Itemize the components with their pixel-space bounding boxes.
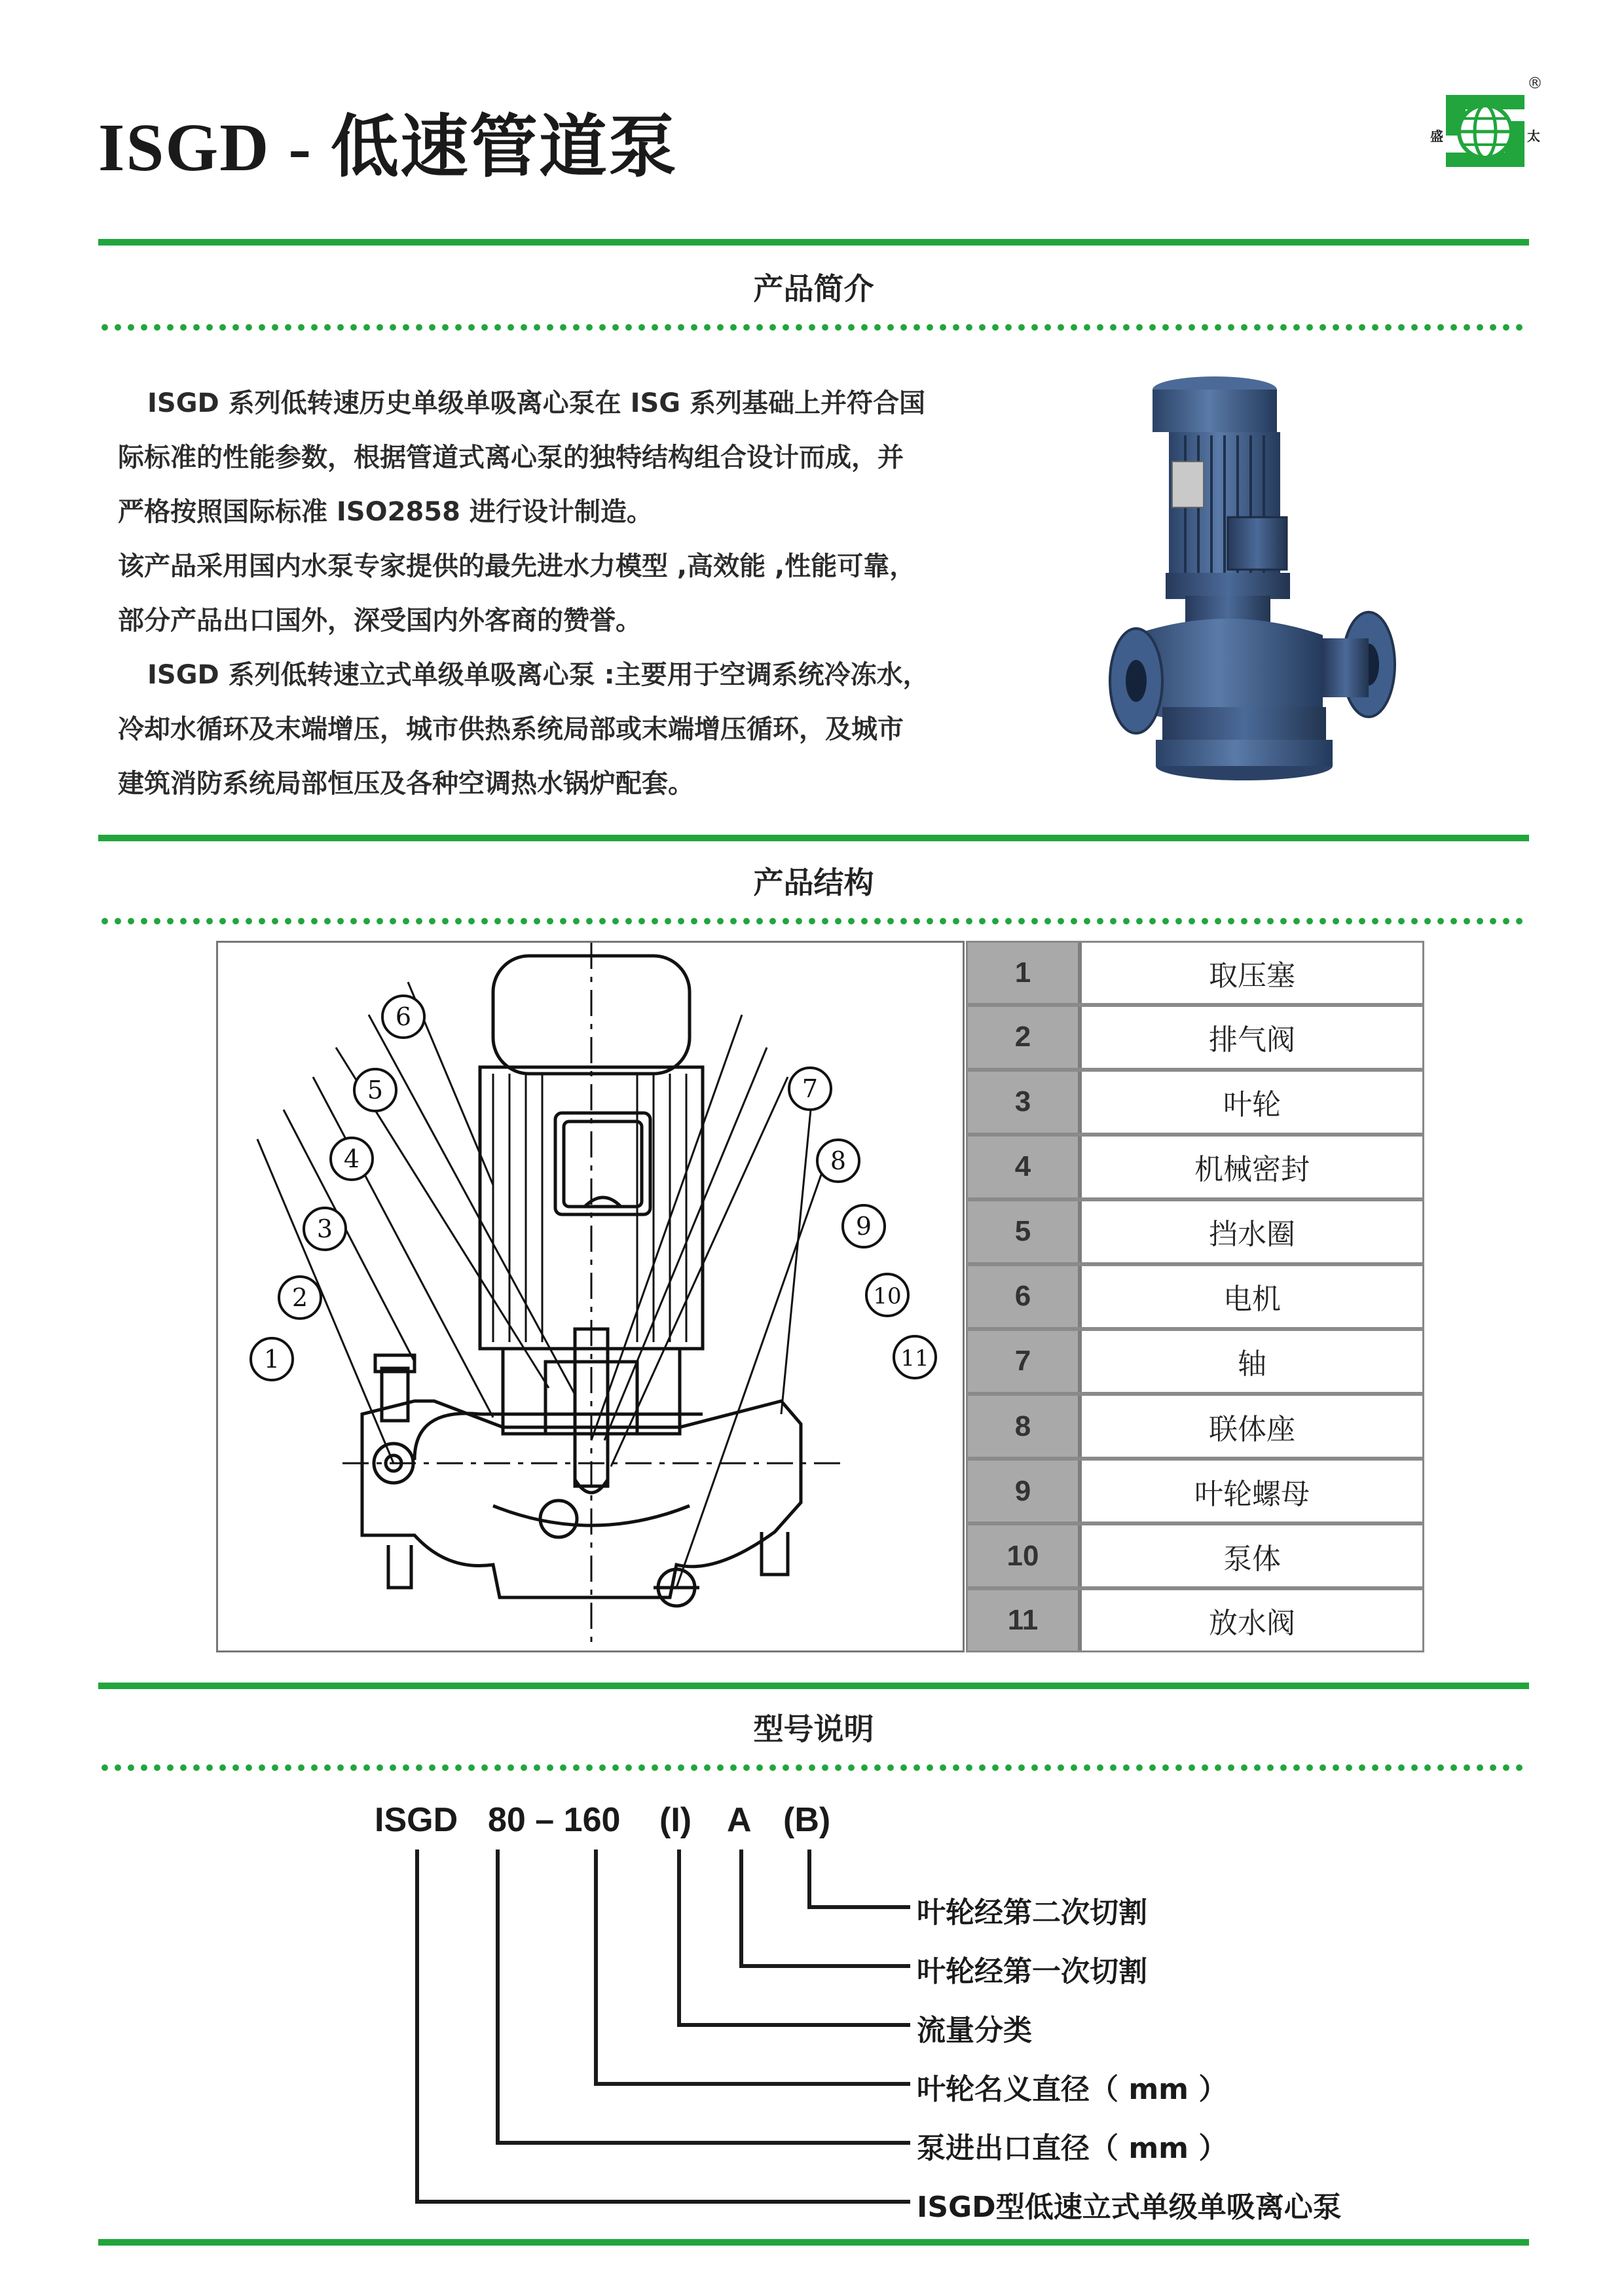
table-row: [968, 943, 1422, 1005]
callout-9: 9: [855, 1212, 872, 1241]
callout-10: 10: [873, 1283, 902, 1309]
model-code-flow: (I): [659, 1801, 692, 1839]
intro-line: ISGD 系列低转速历史单级单吸离心泵在 ISG 系列基础上并符合国: [147, 388, 926, 418]
model-expl-series: ISGD型低速立式单级单吸离心泵: [917, 2191, 1342, 2224]
part-name: 联体座: [1080, 1394, 1422, 1459]
table-row: [968, 1459, 1422, 1523]
structure-diagram: [216, 941, 965, 1652]
part-number: 5: [968, 1199, 1080, 1264]
model-expl-flow: 流量分类: [917, 2014, 1032, 2047]
callout-7: 7: [802, 1074, 819, 1103]
intro-line: ISGD 系列低转速立式单级单吸离心泵 :主要用于空调系统冷冻水，: [147, 660, 929, 690]
callout-3: 3: [316, 1214, 333, 1243]
section-rule: [98, 1683, 1529, 1689]
callout-6: 6: [395, 1002, 412, 1031]
model-expl-port: 泵进出口直径（ mm ）: [917, 2132, 1228, 2165]
callout-2: 2: [291, 1283, 308, 1312]
part-number: 8: [968, 1394, 1080, 1459]
company-logo: [1420, 69, 1551, 193]
part-name: 泵体: [1080, 1523, 1422, 1588]
part-number: 6: [968, 1264, 1080, 1329]
page-title: [98, 92, 678, 190]
section-title-structure: 产品结构: [753, 865, 874, 900]
part-name: 放水阀: [1209, 1607, 1295, 1641]
intro-line: 冷却水循环及末端增压，城市供热系统局部或末端增压循环，及城市: [118, 714, 904, 744]
intro-text: [118, 376, 989, 811]
model-code-cut1: A: [727, 1801, 752, 1839]
intro-line: 部分产品出口国外，深受国内外客商的赞誉。: [118, 606, 642, 636]
logo-left-char: 盛: [1430, 128, 1443, 144]
callout-11: 11: [900, 1345, 929, 1372]
section-rule: [98, 2239, 1529, 2246]
section-title-model: 型号说明: [753, 1711, 874, 1747]
dotted-divider: [98, 324, 1529, 331]
section-rule: [98, 239, 1529, 246]
part-number: 9: [968, 1459, 1080, 1523]
logo-right-char: 太: [1527, 128, 1540, 144]
table-row: [968, 1005, 1422, 1070]
part-number: 3: [968, 1070, 1080, 1135]
intro-line: 该产品采用国内水泵专家提供的最先进水力模型 ,高效能 ,性能可靠，: [118, 551, 916, 581]
callout-5: 5: [367, 1076, 384, 1104]
part-name: 叶轮螺母: [1080, 1459, 1422, 1523]
callout-1: 1: [263, 1345, 280, 1374]
dotted-divider: [98, 918, 1529, 924]
table-row: [968, 1135, 1422, 1199]
callout-4: 4: [343, 1144, 360, 1173]
title-model: ISGD -: [98, 110, 331, 185]
part-number: 4: [968, 1135, 1080, 1199]
table-row: [968, 1070, 1422, 1135]
callout-8: 8: [830, 1146, 847, 1175]
model-expl-impeller: 叶轮名义直径（ mm ）: [917, 2073, 1228, 2106]
model-code-cut2: (B): [783, 1801, 831, 1839]
part-number: 2: [968, 1005, 1080, 1070]
pump-photo: [1107, 370, 1414, 789]
model-code-series: ISGD: [375, 1801, 458, 1839]
intro-line: 际标准的性能参数，根据管道式离心泵的独特结构组合设计而成，并: [118, 443, 904, 473]
table-row: [968, 1199, 1422, 1264]
model-expl-cut2: 叶轮经第二次切割: [917, 1896, 1147, 1929]
part-name: 轴: [1080, 1329, 1422, 1394]
table-row: [968, 1523, 1422, 1588]
part-name: 机械密封: [1080, 1135, 1422, 1199]
part-number: 11: [968, 1588, 1080, 1650]
model-code-size: 80 – 160: [488, 1801, 621, 1839]
intro-line: 建筑消防系统局部恒压及各种空调热水锅炉配套。: [118, 769, 694, 799]
table-row: [968, 1264, 1422, 1329]
part-name: 电机: [1080, 1264, 1422, 1329]
part-name: 叶轮: [1080, 1070, 1422, 1135]
parts-table: [966, 941, 1424, 1652]
part-number: 10: [968, 1523, 1080, 1588]
section-rule: [98, 835, 1529, 841]
table-row: [968, 1394, 1422, 1459]
section-title-intro: 产品简介: [753, 271, 874, 306]
title-name: 低速管道泵: [330, 107, 678, 187]
dotted-divider: [98, 1764, 1529, 1771]
model-expl-cut1: 叶轮经第一次切割: [917, 1955, 1147, 1988]
table-row: [968, 1329, 1422, 1394]
part-name: 取压塞: [1080, 943, 1422, 1005]
part-name: 挡水圈: [1080, 1199, 1422, 1264]
part-number: 1: [968, 943, 1080, 1005]
table-row: [968, 1588, 1422, 1650]
part-number: 7: [968, 1329, 1080, 1394]
part-name: 排气阀: [1080, 1005, 1422, 1070]
registered-mark: ®: [1527, 74, 1543, 92]
intro-line: 严格按照国际标准 ISO2858 进行设计制造。: [118, 497, 653, 527]
